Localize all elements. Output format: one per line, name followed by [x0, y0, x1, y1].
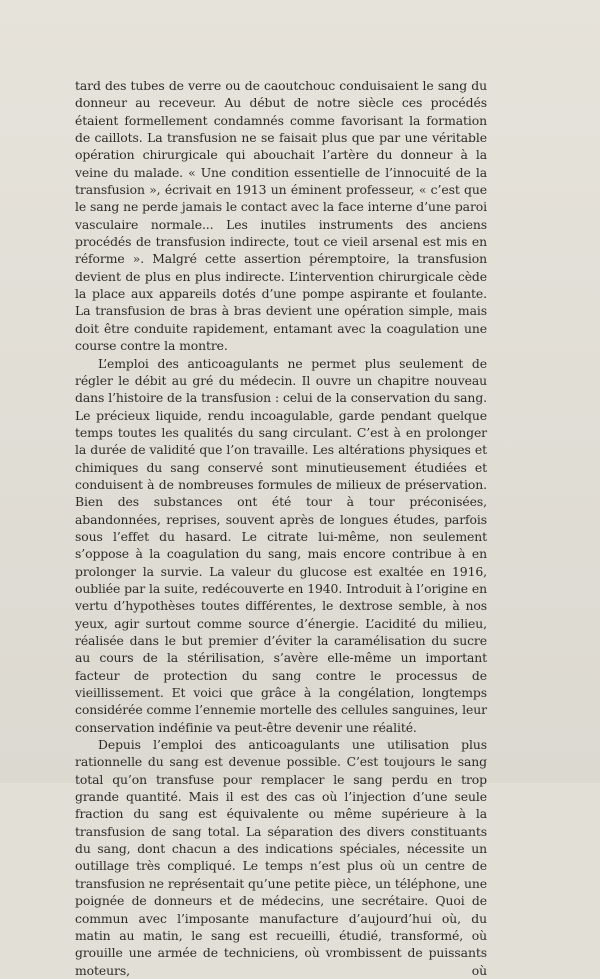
paragraph-2: L’emploi des anticoagulants ne permet plus seulement de régler le débit au gré du médecin. Il ouvre un chapitre nouveau dans l’histoire de la transfusion : celui de la conservation du sang. Le précieux liquide, rendu incoagulable, garde pendant quelque temps toutes les qualités du sang circulant. C’est à en prolonger la durée de validité que l’on travaille. Les altérations physiques et chimiques du sang conservé sont minutieusement étudiées et conduisent à de nombreuses formules de milieux de préservation. Bien des substances ont été tour à tour préconisées, abandonnées, reprises, souvent après de longues études, parfois sous l’effet du hasard. Le citrate lui-même, non seulement s’oppose à la coagulation du sang, mais encore contribue à en prolonger la survie. La valeur du glucose est exaltée en 1916, oubliée par la suite, redécouverte en 1940. Introduit à l’origine en vertu d’hypothèses toutes différentes, le dextrose semble, à nos yeux, agir surtout comme source d’énergie. L’acidité du milieu, réalisée dans le but premier d’éviter la caramélisation du sucre au cours de la stérilisation, s’avère elle-même un important facteur de protection du sang contre le processus de vieillissement. Et voici que grâce à la congélation, longtemps considérée comme l’ennemie mortelle des cellules sanguines, leur conservation indéfinie va peut-être devenir une réalité. [75, 355, 487, 735]
paragraph-3: Depuis l’emploi des anticoagulants une utilisation plus rationnelle du sang est devenue possible. C’est toujours le sang total qu’on transfuse pour remplacer le sang perdu en trop grande quantité. Mais il est des cas où l’injection d’une seule fraction du sang est équivalente ou même supérieure à la transfusion de sang total. La séparation des divers constituants du sang, dont chacun a des indications spéciales, nécessite un outillage très compliqué. Le temps n’est plus où un centre de transfusion ne représentait qu’une petite pièce, un téléphone, une poignée de donneurs et de médecins, une secrétaire. Quoi de commun avec l’imposante manufacture d’aujourd’hui où, du matin au matin, le sang est recueilli, étudié, transformé, où grouille une armée de techniciens, où vrombissent de puissants moteurs, où [75, 737, 487, 978]
paragraph-1: tard des tubes de verre ou de caoutchouc conduisaient le sang du donneur au receveur. Au début de notre siècle ces procédés étaient formellement condamnés comme favorisant la formation de caillots. La transfusion ne se faisait plus que par une véritable opération chirurgicale qui abouchait l’artère du donneur à la veine du malade. « Une condition essentielle de l’innocuité de la transfusion », écrivait en 1913 un éminent professeur, « c’est que le sang ne perde jamais le contact avec la face interne d’une paroi vasculaire normale... Les inutiles instruments des anciens procédés de transfusion indirecte, tout ce vieil arsenal est mis en réforme ». Malgré cette assertion péremptoire, la transfusion devient de plus en plus indirecte. L’intervention chirurgicale cède la place aux appareils dotés d’une pompe aspirante et foulante. La transfusion de bras à bras devient une opération simple, mais doit être conduite rapidement, entamant avec la coagulation une course contre la montre. [75, 78, 487, 354]
text-column [75, 77, 487, 979]
